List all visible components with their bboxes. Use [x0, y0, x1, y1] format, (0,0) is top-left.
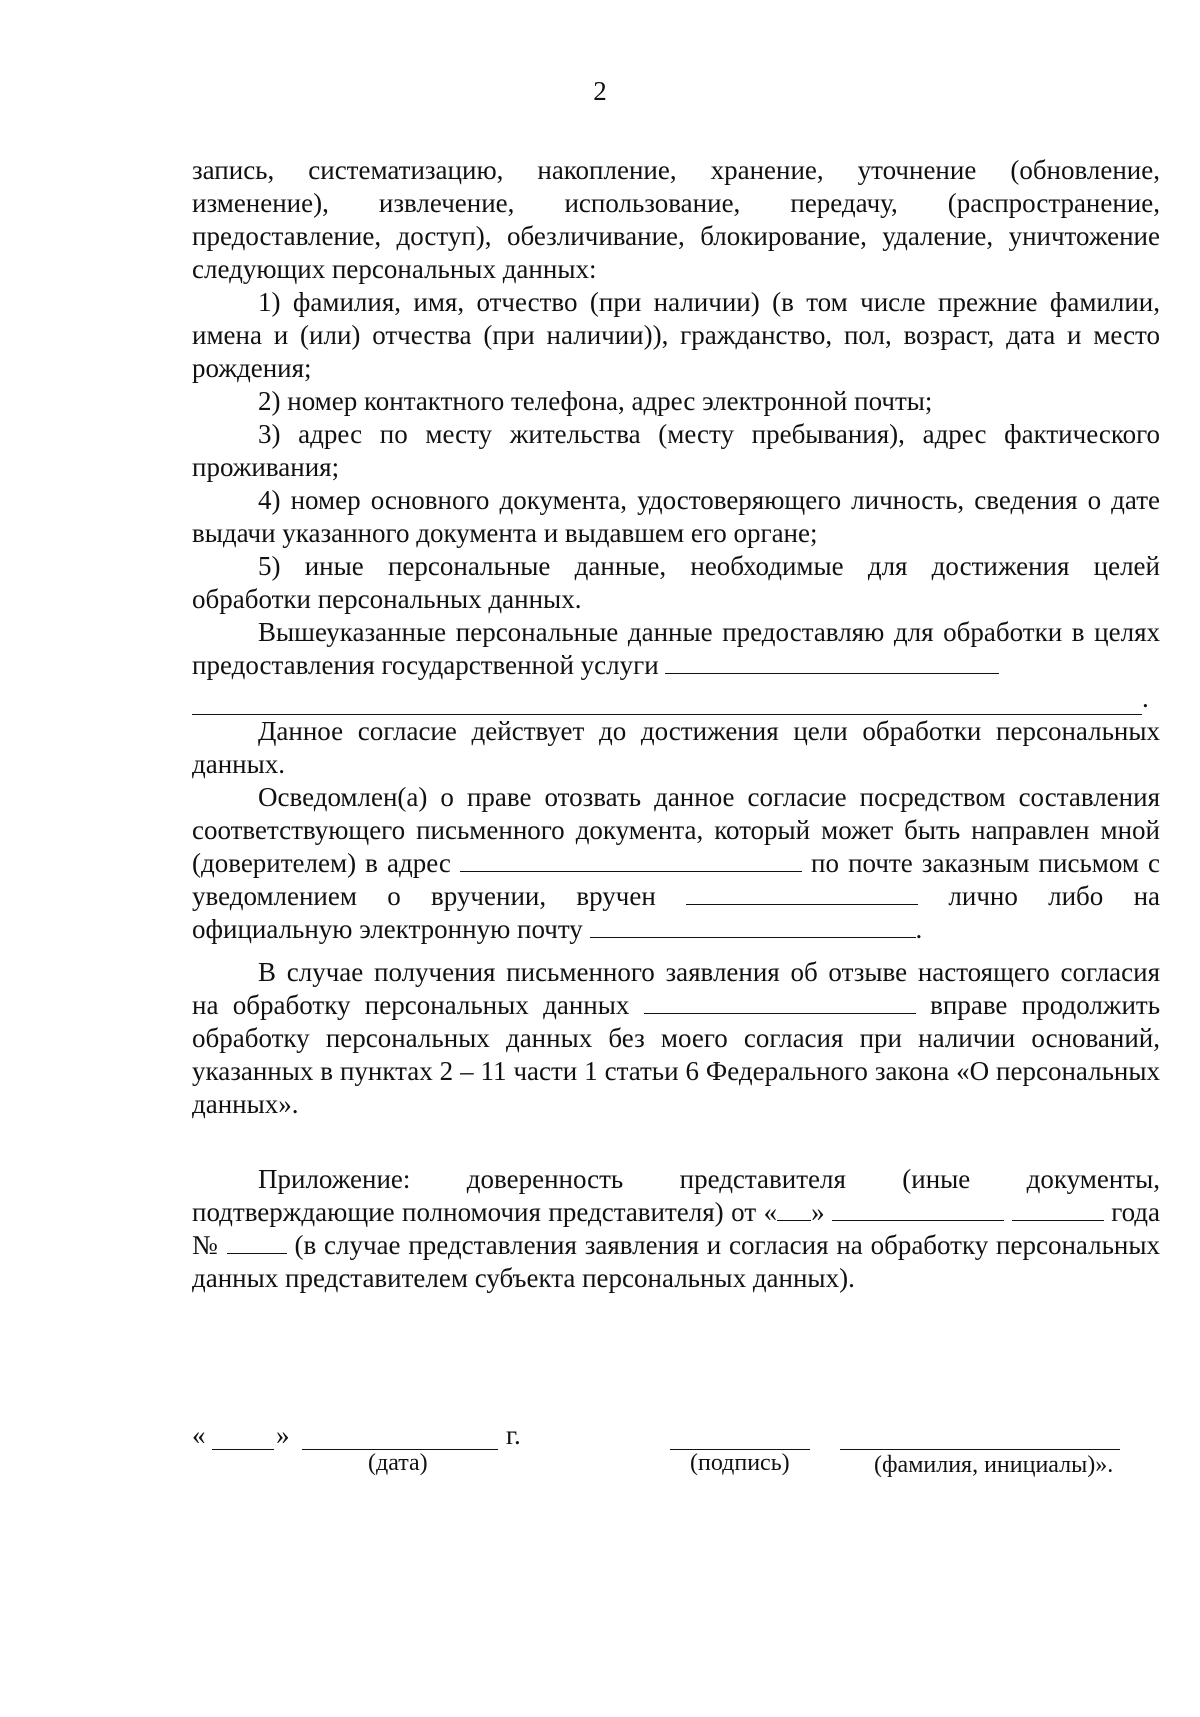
date-day-line — [212, 1448, 274, 1450]
date-label: (дата) — [368, 1450, 428, 1476]
revoke-text-a: Осведомлен(а) о праве отозвать данное согласие посредством составления соответствующего письменного документа, который может быть направлен мной (доверителем) в адрес — [192, 782, 1160, 878]
page-number: 2 — [593, 76, 607, 106]
paragraph-processing-actions: запись, систематизацию, накопление, хранение, уточнение (обновление, изменение), извлечение, использование, передачу, (распространение, предоставление, доступ), обезличивание, блокирование, удаление, уничтожение следующих персональных данных: — [192, 155, 1160, 284]
address-blank — [460, 847, 802, 872]
date-open-quote: « — [192, 1420, 206, 1450]
paragraph-withdraw — [192, 956, 1160, 1121]
paragraph-purpose — [192, 616, 1160, 682]
list-item-3: 3) адрес по месту жительства (месту пребывания), адрес фактического проживания; — [192, 419, 1160, 482]
purpose-text: Вышеуказанные персональные данные предоставляю для обработки в целях предоставления государственной услуги — [192, 617, 1160, 680]
paragraph-revoke — [192, 781, 1160, 946]
list-item-2: 2) номер контактного телефона, адрес электронной почты; — [258, 386, 933, 416]
annex-text-c: года № — [192, 1197, 1161, 1260]
annex-day-blank — [777, 1196, 811, 1221]
period-mark-2: . — [915, 914, 923, 944]
list-item-4: 4) номер основного документа, удостоверяющего личность, сведения о дате выдачи указанного документа и выдавшем его органе; — [192, 485, 1160, 548]
operator-blank — [644, 989, 916, 1014]
revoke-text-c: лично либо на официальную электронную почту — [192, 881, 1161, 944]
list-item-5: 5) иные персональные данные, необходимые для достижения целей обработки персональных данных. — [192, 551, 1160, 614]
delivery-blank — [686, 880, 918, 905]
annex-month-blank — [832, 1196, 1004, 1221]
annex-year-blank — [1012, 1196, 1104, 1221]
service-name-blank — [665, 649, 999, 674]
withdraw-text-a: В случае получения письменного заявления об отзыве настоящего согласия на обработку персональных данных — [192, 957, 1160, 1020]
paragraph-annex — [192, 1163, 1160, 1295]
annex-text-d: (в случае представления заявления и согласия на обработку персональных данных представителем субъекта персональных данных). — [192, 1230, 1160, 1293]
period-mark: . — [1142, 683, 1149, 713]
service-name-blank-2 — [192, 688, 1142, 715]
document-body — [192, 154, 1160, 1295]
annex-text-a: Приложение: доверенность представителя (иные документы, подтверждающие полномочия представителя) от « — [192, 1164, 1160, 1227]
name-label: (фамилия, инициалы)». — [874, 1452, 1114, 1478]
year-suffix: г. — [506, 1420, 521, 1450]
annex-text-b: » — [811, 1197, 825, 1227]
email-blank — [590, 913, 916, 938]
spacer — [192, 946, 1160, 956]
service-name-blank-row — [192, 682, 1160, 715]
annex-number-blank — [227, 1229, 287, 1254]
date-close-quote: » — [276, 1420, 290, 1450]
spacer-2 — [192, 1121, 1160, 1163]
signature-block — [0, 1420, 1200, 1510]
withdraw-text-b: вправе продолжить обработку персональных данных без моего согласия при наличии оснований, указанных в пунктах 2 – 11 части 1 статьи 6 Федерального закона «О персональных данных». — [192, 990, 1161, 1119]
paragraph-validity: Данное согласие действует до достижения цели обработки персональных данных. — [192, 716, 1160, 779]
list-item-1: 1) фамилия, имя, отчество (при наличии) (в том числе прежние фамилии, имена и (или) отчества (при наличии)), гражданство, пол, возраст, дата и место рождения; — [192, 287, 1160, 383]
signature-label: (подпись) — [690, 1450, 790, 1476]
revoke-text-b: по почте заказным письмом с уведомлением о вручении, вручен — [192, 848, 1160, 911]
name-line — [840, 1448, 1120, 1450]
